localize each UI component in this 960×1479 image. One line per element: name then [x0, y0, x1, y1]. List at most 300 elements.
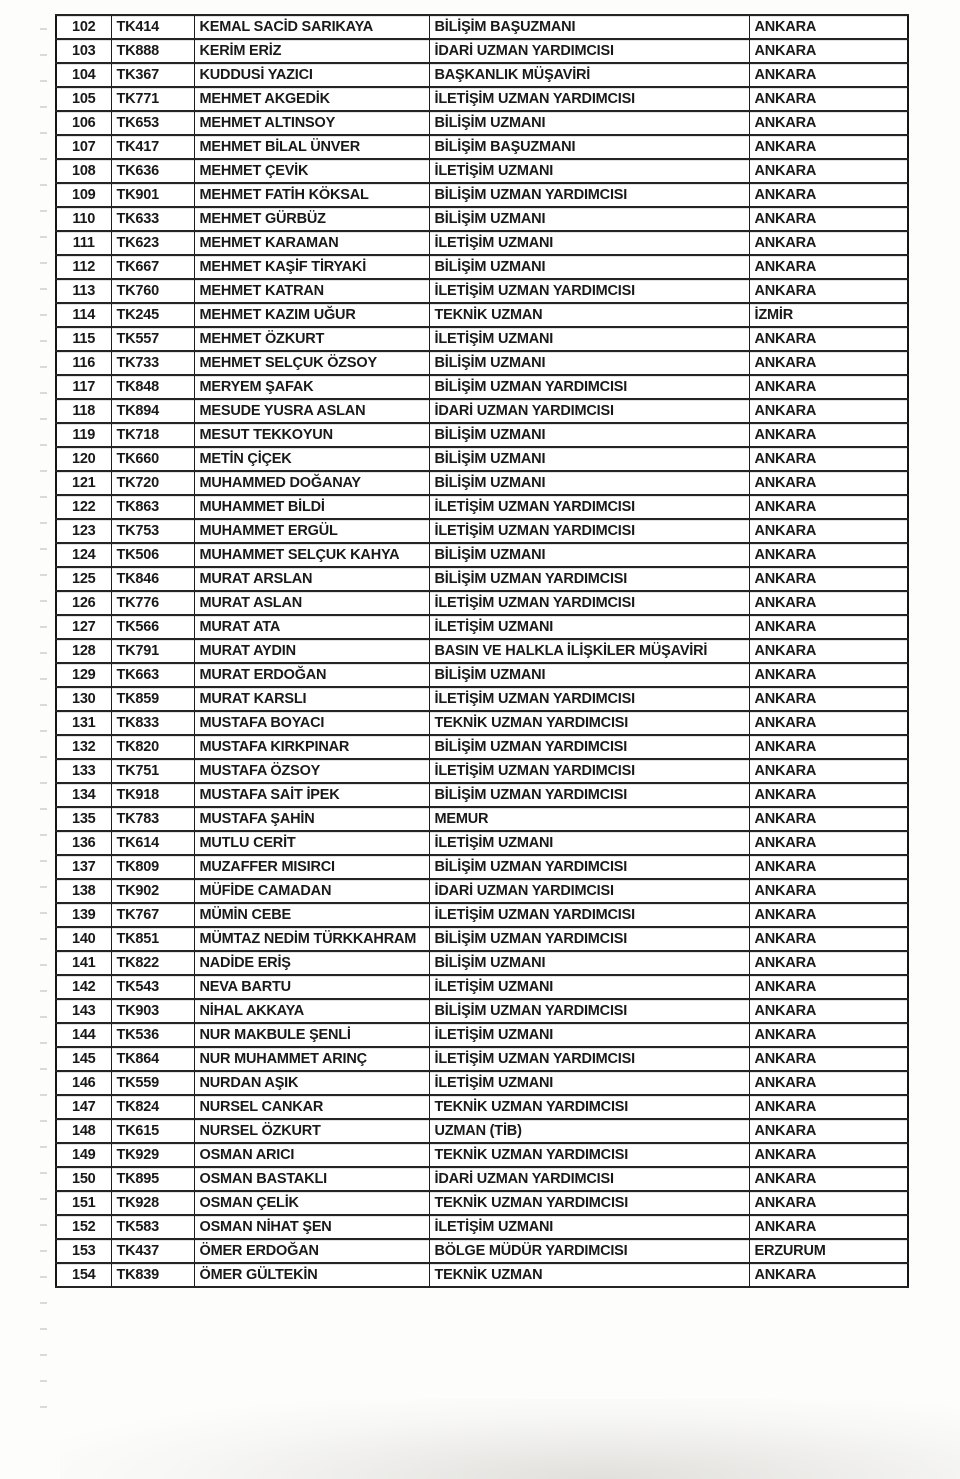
registry-code-cell: TK894: [111, 399, 194, 423]
registry-code-cell: TK720: [111, 471, 194, 495]
job-title-cell: İLETİŞİM UZMAN YARDIMCISI: [429, 591, 749, 615]
person-name-cell: MUSTAFA BOYACI: [194, 711, 429, 735]
person-name-cell: MEHMET SELÇUK ÖZSOY: [194, 351, 429, 375]
person-name-cell: MEHMET AKGEDİK: [194, 87, 429, 111]
table-row: [56, 807, 908, 831]
registry-code-cell: TK506: [111, 543, 194, 567]
city-cell: ANKARA: [749, 423, 908, 447]
city-cell: ANKARA: [749, 591, 908, 615]
job-title-cell: İLETİŞİM UZMAN YARDIMCISI: [429, 519, 749, 543]
person-name-cell: MEHMET ÇEVİK: [194, 159, 429, 183]
city-cell: ANKARA: [749, 951, 908, 975]
city-cell: ANKARA: [749, 279, 908, 303]
table-row: [56, 39, 908, 63]
job-title-cell: İLETİŞİM UZMANI: [429, 1071, 749, 1095]
city-cell: ANKARA: [749, 447, 908, 471]
job-title-cell: İLETİŞİM UZMANI: [429, 327, 749, 351]
job-title-cell: BİLİŞİM UZMAN YARDIMCISI: [429, 567, 749, 591]
row-number-cell: 148: [56, 1119, 111, 1143]
person-name-cell: NUR MAKBULE ŞENLİ: [194, 1023, 429, 1047]
row-number-cell: 105: [56, 87, 111, 111]
job-title-cell: İDARİ UZMAN YARDIMCISI: [429, 399, 749, 423]
registry-code-cell: TK367: [111, 63, 194, 87]
job-title-cell: İLETİŞİM UZMANI: [429, 231, 749, 255]
row-number-cell: 121: [56, 471, 111, 495]
person-name-cell: MUSTAFA ŞAHİN: [194, 807, 429, 831]
registry-code-cell: TK753: [111, 519, 194, 543]
table-row: [56, 1263, 908, 1287]
registry-code-cell: TK776: [111, 591, 194, 615]
city-cell: ANKARA: [749, 639, 908, 663]
city-cell: ANKARA: [749, 375, 908, 399]
city-cell: ERZURUM: [749, 1239, 908, 1263]
person-name-cell: MUZAFFER MISIRCI: [194, 855, 429, 879]
table-row: [56, 759, 908, 783]
table-row: [56, 903, 908, 927]
scan-edge-artifacts: [40, 28, 47, 1410]
person-name-cell: OSMAN ÇELİK: [194, 1191, 429, 1215]
registry-code-cell: TK888: [111, 39, 194, 63]
table-row: [56, 1143, 908, 1167]
city-cell: ANKARA: [749, 1263, 908, 1287]
registry-code-cell: TK824: [111, 1095, 194, 1119]
person-name-cell: NADİDE ERİŞ: [194, 951, 429, 975]
row-number-cell: 138: [56, 879, 111, 903]
city-cell: ANKARA: [749, 855, 908, 879]
job-title-cell: BAŞKANLIK MÜŞAVİRİ: [429, 63, 749, 87]
city-cell: ANKARA: [749, 1167, 908, 1191]
city-cell: ANKARA: [749, 519, 908, 543]
table-row: [56, 471, 908, 495]
registry-code-cell: TK864: [111, 1047, 194, 1071]
person-name-cell: MURAT ERDOĞAN: [194, 663, 429, 687]
table-row: [56, 927, 908, 951]
person-name-cell: MEHMET KATRAN: [194, 279, 429, 303]
person-name-cell: OSMAN ARICI: [194, 1143, 429, 1167]
job-title-cell: BİLİŞİM UZMANI: [429, 111, 749, 135]
person-name-cell: MESUDE YUSRA ASLAN: [194, 399, 429, 423]
person-name-cell: MEHMET KARAMAN: [194, 231, 429, 255]
table-row: [56, 495, 908, 519]
person-name-cell: KEMAL SACİD SARIKAYA: [194, 15, 429, 39]
person-name-cell: MUSTAFA ÖZSOY: [194, 759, 429, 783]
table-row: [56, 135, 908, 159]
registry-code-cell: TK583: [111, 1215, 194, 1239]
job-title-cell: BİLİŞİM UZMAN YARDIMCISI: [429, 783, 749, 807]
table-row: [56, 1167, 908, 1191]
row-number-cell: 128: [56, 639, 111, 663]
table-row: [56, 63, 908, 87]
personnel-roster-table: [55, 14, 909, 1288]
table-row: [56, 1023, 908, 1047]
row-number-cell: 120: [56, 447, 111, 471]
city-cell: ANKARA: [749, 495, 908, 519]
registry-code-cell: TK791: [111, 639, 194, 663]
row-number-cell: 143: [56, 999, 111, 1023]
row-number-cell: 127: [56, 615, 111, 639]
person-name-cell: MEHMET ALTINSOY: [194, 111, 429, 135]
person-name-cell: MUSTAFA KIRKPINAR: [194, 735, 429, 759]
table-row: [56, 447, 908, 471]
registry-code-cell: TK636: [111, 159, 194, 183]
person-name-cell: MURAT KARSLI: [194, 687, 429, 711]
person-name-cell: MEHMET KAŞİF TİRYAKİ: [194, 255, 429, 279]
row-number-cell: 141: [56, 951, 111, 975]
table-row: [56, 1239, 908, 1263]
table-row: [56, 1191, 908, 1215]
job-title-cell: İLETİŞİM UZMAN YARDIMCISI: [429, 495, 749, 519]
row-number-cell: 118: [56, 399, 111, 423]
city-cell: ANKARA: [749, 903, 908, 927]
table-row: [56, 1215, 908, 1239]
registry-code-cell: TK928: [111, 1191, 194, 1215]
job-title-cell: İLETİŞİM UZMAN YARDIMCISI: [429, 87, 749, 111]
registry-code-cell: TK848: [111, 375, 194, 399]
row-number-cell: 102: [56, 15, 111, 39]
registry-code-cell: TK667: [111, 255, 194, 279]
city-cell: ANKARA: [749, 663, 908, 687]
city-cell: ANKARA: [749, 711, 908, 735]
registry-code-cell: TK771: [111, 87, 194, 111]
person-name-cell: METİN ÇİÇEK: [194, 447, 429, 471]
registry-code-cell: TK718: [111, 423, 194, 447]
registry-code-cell: TK895: [111, 1167, 194, 1191]
registry-code-cell: TK839: [111, 1263, 194, 1287]
table-row: [56, 567, 908, 591]
job-title-cell: BİLİŞİM UZMAN YARDIMCISI: [429, 735, 749, 759]
table-row: [56, 639, 908, 663]
job-title-cell: BİLİŞİM UZMANI: [429, 471, 749, 495]
person-name-cell: MUHAMMED DOĞANAY: [194, 471, 429, 495]
person-name-cell: MEHMET KAZIM UĞUR: [194, 303, 429, 327]
table-row: [56, 231, 908, 255]
registry-code-cell: TK245: [111, 303, 194, 327]
person-name-cell: NİHAL AKKAYA: [194, 999, 429, 1023]
city-cell: ANKARA: [749, 927, 908, 951]
table-row: [56, 663, 908, 687]
job-title-cell: İLETİŞİM UZMAN YARDIMCISI: [429, 687, 749, 711]
registry-code-cell: TK833: [111, 711, 194, 735]
person-name-cell: NEVA BARTU: [194, 975, 429, 999]
registry-code-cell: TK851: [111, 927, 194, 951]
row-number-cell: 123: [56, 519, 111, 543]
row-number-cell: 104: [56, 63, 111, 87]
registry-code-cell: TK767: [111, 903, 194, 927]
row-number-cell: 140: [56, 927, 111, 951]
row-number-cell: 111: [56, 231, 111, 255]
registry-code-cell: TK902: [111, 879, 194, 903]
registry-code-cell: TK614: [111, 831, 194, 855]
city-cell: ANKARA: [749, 1215, 908, 1239]
person-name-cell: MUSTAFA SAİT İPEK: [194, 783, 429, 807]
city-cell: ANKARA: [749, 63, 908, 87]
registry-code-cell: TK863: [111, 495, 194, 519]
city-cell: ANKARA: [749, 975, 908, 999]
city-cell: ANKARA: [749, 999, 908, 1023]
table-row: [56, 855, 908, 879]
job-title-cell: BİLİŞİM UZMAN YARDIMCISI: [429, 183, 749, 207]
row-number-cell: 126: [56, 591, 111, 615]
table-row: [56, 831, 908, 855]
job-title-cell: TEKNİK UZMAN YARDIMCISI: [429, 1191, 749, 1215]
registry-code-cell: TK820: [111, 735, 194, 759]
row-number-cell: 108: [56, 159, 111, 183]
row-number-cell: 147: [56, 1095, 111, 1119]
table-row: [56, 615, 908, 639]
registry-code-cell: TK660: [111, 447, 194, 471]
job-title-cell: BİLİŞİM UZMAN YARDIMCISI: [429, 855, 749, 879]
job-title-cell: TEKNİK UZMAN YARDIMCISI: [429, 1143, 749, 1167]
table-row: [56, 423, 908, 447]
person-name-cell: MURAT ASLAN: [194, 591, 429, 615]
city-cell: ANKARA: [749, 39, 908, 63]
registry-code-cell: TK901: [111, 183, 194, 207]
table-row: [56, 351, 908, 375]
job-title-cell: BİLİŞİM UZMAN YARDIMCISI: [429, 375, 749, 399]
city-cell: ANKARA: [749, 111, 908, 135]
table-row: [56, 375, 908, 399]
row-number-cell: 135: [56, 807, 111, 831]
table-row: [56, 711, 908, 735]
registry-code-cell: TK653: [111, 111, 194, 135]
table-row: [56, 207, 908, 231]
table-row: [56, 255, 908, 279]
city-cell: ANKARA: [749, 1119, 908, 1143]
city-cell: ANKARA: [749, 831, 908, 855]
city-cell: ANKARA: [749, 207, 908, 231]
city-cell: ANKARA: [749, 1047, 908, 1071]
city-cell: ANKARA: [749, 231, 908, 255]
city-cell: ANKARA: [749, 1023, 908, 1047]
person-name-cell: MUHAMMET SELÇUK KAHYA: [194, 543, 429, 567]
table-row: [56, 951, 908, 975]
registry-code-cell: TK859: [111, 687, 194, 711]
city-cell: ANKARA: [749, 399, 908, 423]
row-number-cell: 109: [56, 183, 111, 207]
row-number-cell: 150: [56, 1167, 111, 1191]
city-cell: İZMİR: [749, 303, 908, 327]
city-cell: ANKARA: [749, 735, 908, 759]
row-number-cell: 129: [56, 663, 111, 687]
job-title-cell: İLETİŞİM UZMANI: [429, 1215, 749, 1239]
job-title-cell: BİLİŞİM UZMANI: [429, 255, 749, 279]
city-cell: ANKARA: [749, 183, 908, 207]
job-title-cell: TEKNİK UZMAN: [429, 303, 749, 327]
table-row: [56, 735, 908, 759]
row-number-cell: 151: [56, 1191, 111, 1215]
row-number-cell: 117: [56, 375, 111, 399]
person-name-cell: MEHMET ÖZKURT: [194, 327, 429, 351]
registry-code-cell: TK733: [111, 351, 194, 375]
table-row: [56, 519, 908, 543]
person-name-cell: MEHMET FATİH KÖKSAL: [194, 183, 429, 207]
job-title-cell: İLETİŞİM UZMANI: [429, 1023, 749, 1047]
registry-code-cell: TK929: [111, 1143, 194, 1167]
city-cell: ANKARA: [749, 567, 908, 591]
job-title-cell: İLETİŞİM UZMANI: [429, 831, 749, 855]
city-cell: ANKARA: [749, 783, 908, 807]
registry-code-cell: TK559: [111, 1071, 194, 1095]
city-cell: ANKARA: [749, 543, 908, 567]
person-name-cell: MUHAMMET BİLDİ: [194, 495, 429, 519]
person-name-cell: MÜFİDE CAMADAN: [194, 879, 429, 903]
table-body: [56, 15, 908, 1287]
registry-code-cell: TK751: [111, 759, 194, 783]
city-cell: ANKARA: [749, 159, 908, 183]
row-number-cell: 112: [56, 255, 111, 279]
table-row: [56, 1071, 908, 1095]
person-name-cell: OSMAN NİHAT ŞEN: [194, 1215, 429, 1239]
registry-code-cell: TK783: [111, 807, 194, 831]
person-name-cell: MÜMİN CEBE: [194, 903, 429, 927]
table-row: [56, 687, 908, 711]
person-name-cell: KERİM ERİZ: [194, 39, 429, 63]
registry-code-cell: TK417: [111, 135, 194, 159]
city-cell: ANKARA: [749, 327, 908, 351]
row-number-cell: 152: [56, 1215, 111, 1239]
city-cell: ANKARA: [749, 807, 908, 831]
table-row: [56, 327, 908, 351]
table-row: [56, 1119, 908, 1143]
job-title-cell: İLETİŞİM UZMANI: [429, 615, 749, 639]
city-cell: ANKARA: [749, 135, 908, 159]
person-name-cell: MEHMET GÜRBÜZ: [194, 207, 429, 231]
job-title-cell: İDARİ UZMAN YARDIMCISI: [429, 879, 749, 903]
table-row: [56, 159, 908, 183]
city-cell: ANKARA: [749, 1191, 908, 1215]
row-number-cell: 149: [56, 1143, 111, 1167]
registry-code-cell: TK809: [111, 855, 194, 879]
row-number-cell: 119: [56, 423, 111, 447]
job-title-cell: BASIN VE HALKLA İLİŞKİLER MÜŞAVİRİ: [429, 639, 749, 663]
job-title-cell: BİLİŞİM UZMANI: [429, 207, 749, 231]
row-number-cell: 116: [56, 351, 111, 375]
row-number-cell: 124: [56, 543, 111, 567]
table-row: [56, 879, 908, 903]
person-name-cell: ÖMER ERDOĞAN: [194, 1239, 429, 1263]
person-name-cell: MERYEM ŞAFAK: [194, 375, 429, 399]
job-title-cell: İLETİŞİM UZMAN YARDIMCISI: [429, 279, 749, 303]
job-title-cell: BİLİŞİM UZMANI: [429, 447, 749, 471]
person-name-cell: NURSEL CANKAR: [194, 1095, 429, 1119]
job-title-cell: BİLİŞİM UZMANI: [429, 543, 749, 567]
job-title-cell: İDARİ UZMAN YARDIMCISI: [429, 1167, 749, 1191]
city-cell: ANKARA: [749, 1095, 908, 1119]
registry-code-cell: TK633: [111, 207, 194, 231]
city-cell: ANKARA: [749, 87, 908, 111]
row-number-cell: 106: [56, 111, 111, 135]
job-title-cell: BİLİŞİM UZMANI: [429, 951, 749, 975]
row-number-cell: 110: [56, 207, 111, 231]
registry-code-cell: TK623: [111, 231, 194, 255]
table-row: [56, 999, 908, 1023]
row-number-cell: 130: [56, 687, 111, 711]
job-title-cell: BİLİŞİM UZMANI: [429, 663, 749, 687]
person-name-cell: NURSEL ÖZKURT: [194, 1119, 429, 1143]
person-name-cell: MURAT ATA: [194, 615, 429, 639]
city-cell: ANKARA: [749, 615, 908, 639]
registry-code-cell: TK566: [111, 615, 194, 639]
row-number-cell: 144: [56, 1023, 111, 1047]
person-name-cell: OSMAN BASTAKLI: [194, 1167, 429, 1191]
row-number-cell: 122: [56, 495, 111, 519]
person-name-cell: KUDDUSİ YAZICI: [194, 63, 429, 87]
city-cell: ANKARA: [749, 351, 908, 375]
person-name-cell: MESUT TEKKOYUN: [194, 423, 429, 447]
table-row: [56, 543, 908, 567]
registry-code-cell: TK918: [111, 783, 194, 807]
row-number-cell: 107: [56, 135, 111, 159]
table-row: [56, 87, 908, 111]
table-row: [56, 591, 908, 615]
job-title-cell: BİLİŞİM UZMAN YARDIMCISI: [429, 927, 749, 951]
person-name-cell: NURDAN AŞIK: [194, 1071, 429, 1095]
table-row: [56, 399, 908, 423]
job-title-cell: İLETİŞİM UZMAN YARDIMCISI: [429, 1047, 749, 1071]
registry-code-cell: TK846: [111, 567, 194, 591]
row-number-cell: 137: [56, 855, 111, 879]
table-row: [56, 279, 908, 303]
city-cell: ANKARA: [749, 879, 908, 903]
row-number-cell: 103: [56, 39, 111, 63]
row-number-cell: 125: [56, 567, 111, 591]
job-title-cell: BİLİŞİM UZMAN YARDIMCISI: [429, 999, 749, 1023]
city-cell: ANKARA: [749, 1143, 908, 1167]
row-number-cell: 136: [56, 831, 111, 855]
person-name-cell: MUTLU CERİT: [194, 831, 429, 855]
job-title-cell: İLETİŞİM UZMAN YARDIMCISI: [429, 903, 749, 927]
job-title-cell: UZMAN (TİB): [429, 1119, 749, 1143]
registry-code-cell: TK615: [111, 1119, 194, 1143]
job-title-cell: İLETİŞİM UZMANI: [429, 159, 749, 183]
row-number-cell: 153: [56, 1239, 111, 1263]
table-row: [56, 783, 908, 807]
city-cell: ANKARA: [749, 15, 908, 39]
job-title-cell: İDARİ UZMAN YARDIMCISI: [429, 39, 749, 63]
job-title-cell: TEKNİK UZMAN: [429, 1263, 749, 1287]
job-title-cell: İLETİŞİM UZMANI: [429, 975, 749, 999]
person-name-cell: MÜMTAZ NEDİM TÜRKKAHRAM: [194, 927, 429, 951]
city-cell: ANKARA: [749, 471, 908, 495]
row-number-cell: 145: [56, 1047, 111, 1071]
table-row: [56, 1047, 908, 1071]
city-cell: ANKARA: [749, 1071, 908, 1095]
job-title-cell: BİLİŞİM UZMANI: [429, 351, 749, 375]
job-title-cell: TEKNİK UZMAN YARDIMCISI: [429, 1095, 749, 1119]
person-name-cell: MURAT ARSLAN: [194, 567, 429, 591]
table-row: [56, 111, 908, 135]
registry-code-cell: TK437: [111, 1239, 194, 1263]
job-title-cell: BİLİŞİM BAŞUZMANI: [429, 135, 749, 159]
table-row: [56, 975, 908, 999]
job-title-cell: İLETİŞİM UZMAN YARDIMCISI: [429, 759, 749, 783]
table-row: [56, 183, 908, 207]
scan-smudge-artifact: [60, 1399, 960, 1479]
table-row: [56, 15, 908, 39]
row-number-cell: 133: [56, 759, 111, 783]
person-name-cell: NUR MUHAMMET ARINÇ: [194, 1047, 429, 1071]
registry-code-cell: TK663: [111, 663, 194, 687]
registry-code-cell: TK536: [111, 1023, 194, 1047]
registry-code-cell: TK414: [111, 15, 194, 39]
job-title-cell: BİLİŞİM BAŞUZMANI: [429, 15, 749, 39]
table-row: [56, 303, 908, 327]
city-cell: ANKARA: [749, 759, 908, 783]
registry-code-cell: TK557: [111, 327, 194, 351]
row-number-cell: 114: [56, 303, 111, 327]
job-title-cell: TEKNİK UZMAN YARDIMCISI: [429, 711, 749, 735]
registry-code-cell: TK822: [111, 951, 194, 975]
